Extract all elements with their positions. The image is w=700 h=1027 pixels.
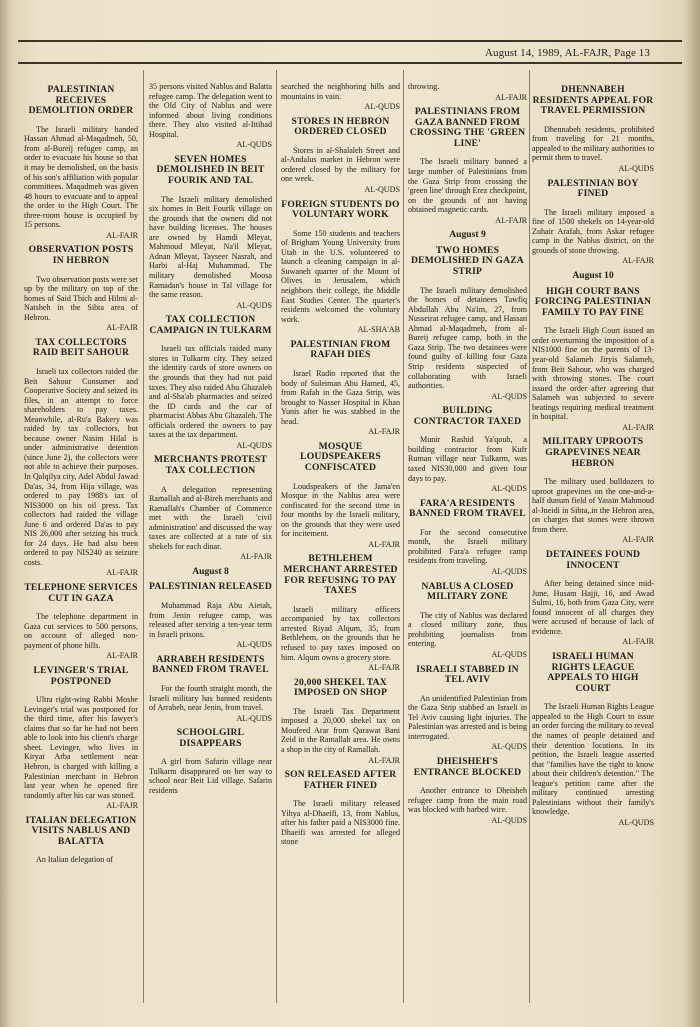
article-body: The city of Nablus was declared a closed military zone, thus prohibiting journalists from entering. — [408, 610, 527, 649]
page-edge-shadow-right — [684, 0, 700, 1027]
article-body: Dhennabeh residents, prohibited from traveling for 21 months, appealed to the military authorities to permit them to travel. — [532, 124, 654, 163]
article-body: searched the neighboring hills and mountains in vain. — [281, 82, 400, 101]
column-divider — [143, 70, 144, 1003]
news-article — [408, 582, 527, 660]
article-headline: PALESTINIAN FROM RAFAH DIES — [290, 338, 391, 361]
article-source: AL-FAJR — [106, 801, 138, 811]
article-source: AL-QUDS — [236, 640, 272, 650]
header-rule-bottom — [18, 62, 682, 64]
article-body: The Israeli military banned a large number of Palestinians from the Gaza Strip from crossing the 'green line' through Erez checkpoint, on the grounds of not having obtained magnetic cards. — [408, 157, 527, 215]
article-headline: PALESTINIAN RECEIVES DEMOLITION ORDER — [28, 84, 134, 117]
article-headline: SCHOOLGIRL DISAPPEARS — [176, 727, 245, 749]
article-headline: FOREIGN STUDENTS DO VOLUNTARY WORK — [281, 198, 400, 221]
article-body: A delegation representing Ramallah and al-Bireh merchants and Ramallah's Chamber of Commerce met with the Israeli 'civil administration' and discussed the way taxes are collected at a rate of six shekels for each dinar. — [149, 484, 272, 551]
news-article — [281, 442, 400, 550]
article-body: throwing. — [408, 82, 440, 91]
news-article — [281, 82, 400, 112]
news-article — [532, 179, 654, 266]
column-divider — [529, 70, 530, 1003]
date-heading: August 8 — [192, 565, 229, 577]
news-article — [149, 582, 272, 649]
article-source: AL-FAJR — [622, 422, 654, 432]
news-article — [281, 340, 400, 437]
article-body: Some 150 students and teachers of Brigham Young University from Utah in the U.S. volunteered to launch a cleaning campaign in al-Suwaneh quarter of the Mount of Olives in Jerusalem, which neighbors their college, the Middle East Studies Center. The quarter's residents welcomed the voluntary work. — [281, 228, 400, 324]
column-5 — [532, 82, 654, 832]
article-headline: OBSERVATION POSTS IN HEBRON — [28, 244, 134, 266]
article-source: AL-QUDS — [236, 440, 272, 450]
article-headline: LEVINGER'S TRIAL POSTPONED — [33, 664, 129, 687]
article-source: AL-QUDS — [618, 163, 654, 173]
article-headline: MERCHANTS PROTEST TAX COLLECTION — [154, 454, 267, 476]
date-heading: August 10 — [572, 269, 614, 281]
article-body: 35 persons visited Nablus and Balatta refugee camp. The delegation went to the Old City of Nablus and were informed about living conditions there. They also visited al-Ittihad Hospital. — [149, 82, 272, 139]
news-article — [24, 338, 138, 578]
news-article — [532, 287, 654, 433]
article-source: AL-FAJR — [368, 427, 400, 437]
article-body: Muhammad Raja Abu Aietah, from Jenin refugee camp, was released after serving a ten-year term in Israeli prisons. — [149, 601, 272, 639]
article-source: AL-QUDS — [236, 140, 272, 150]
column-3 — [281, 82, 400, 852]
article-source: AL-QUDS — [491, 649, 527, 659]
news-article — [408, 107, 527, 225]
article-headline: TAX COLLECTORS RAID BEIT SAHOUR — [32, 336, 130, 359]
column-divider — [403, 70, 404, 1003]
article-body: The Israeli military handed Hassan Ahmad al-Maqadmeh, 50, from al-Bureij refugee camp, an order to evacuate his house so that it may be demolished, on the basis of his son's affiliation with popular committees. Maqadmeh was given 48 hours to evacuate and to appeal the order to the High Court. The three-room house is occupied by 15 persons. — [24, 124, 138, 230]
news-article — [408, 499, 527, 577]
news-article — [532, 437, 654, 545]
article-headline: DETAINEES FOUND INNOCENT — [545, 548, 641, 571]
news-article — [24, 583, 138, 661]
article-headline: NABLUS A CLOSED MILITARY ZONE — [421, 580, 514, 603]
article-source: AL-FAJR — [106, 568, 138, 578]
article-body: The Israeli Human Rights League appealed to the High Court to issue an order forcing the military to reveal the names of people detained and their detention locations. In its petition, the Israeli league asserted that "families have the right to know about their children's detention." The league's petition came after the military continued arresting Palestinians without their family's knowledge. — [532, 702, 654, 817]
news-article — [532, 652, 654, 827]
article-body: The Israeli military demolished the homes of detainees Tawfiq Abdullah Abu Na'im, 27, from Nusseirat refugee camp, and Hassan Ahmad al-Maqadmeh, from al-Bureij refugee camp, both in the Gaza Strip. The two detainees were found guilty of killing four Gaza Strip residents suspected of collaborating with Israeli authorities. — [408, 285, 527, 391]
page-edge-shadow-left — [0, 0, 12, 1027]
article-headline: MILITARY UPROOTS GRAPEVINES NEAR HEBRON — [542, 436, 644, 469]
article-source: AL-FAJR — [368, 663, 400, 673]
header-rule-top — [18, 40, 682, 42]
article-body: An unidentified Palestinian from the Gaza Strip stabbed an Israeli in Tel Aviv causing light injuries. The Palestinian was arrested and is being interrogated. — [408, 693, 527, 741]
article-source: AL-FAJR — [106, 230, 138, 240]
date-heading: August 9 — [449, 229, 486, 241]
article-body: The Israeli Tax Department imposed a 20,000 shekel tax on Moufeed Arar from Qarawat Bani Zeid in the Ramallah area. He owns a shop in the city of Ramallah. — [281, 706, 400, 754]
article-body: Loudspeakers of the Jama'en Mosque in the Nablus area were confiscated for the second time in four months by the Israeli military, on the grounds that they were used for incitement. — [281, 481, 400, 539]
article-source: AL-FAJR — [495, 215, 527, 225]
article-body: The Israeli military demolished six homes in Beit Fourik village on the grounds that the owners did not have building licenses. The houses are owned by Hamdi Mleyat, Mahmoud Mleyat, Na'il Mleyat, Adnan Mleyat, Tayseer Nasrah, and Harbi al-Haj Muhammad. The military demolished Moosa Ramadan's house in Tal village for the same reason. — [149, 194, 272, 300]
article-source: AL-FAJR — [240, 552, 272, 562]
article-headline: TAX COLLECTION CAMPAIGN IN TULKARM — [149, 314, 272, 336]
article-body: An Italian delegation of — [36, 855, 114, 865]
article-source: AL-QUDS — [364, 185, 400, 195]
article-body: The telephone department in Gaza cut services to 500 persons, on account of alleged non-payment of phone bills. — [24, 612, 138, 650]
article-body: For the fourth straight month, the Israeli military has banned residents of Arrabeh, near Jenin, from travel. — [149, 684, 272, 713]
article-body: The Israeli military released Yihya al-Dhaeifi, 13, from Nablus, after his father paid a NIS3000 fine. Dhaeifi was arrested for alleged stone — [281, 799, 400, 847]
article-source: AL-QUDS — [491, 567, 527, 577]
article-source: AL-FAJR — [622, 637, 654, 647]
article-source: AL-FAJR — [368, 539, 400, 549]
article-source: AL-FAJR — [622, 535, 654, 545]
article-body: The Israeli High Court issued an order overturning the imposition of a NIS1000 fine on the parents of 13-year-old Salameh Jiryis Salameh, from Beit Sahour, who was charged with throwing stones. The court issued the order after agreeing that Salameh was subjected to severe beatings requiring medical treatment in hospital. — [532, 326, 654, 422]
article-body: Israeli tax collectors raided the Beit Sahour Consumer and Cooperative Society and seized its files, in an attempt to force shareholders to pay taxes. Meanwhile, al-Ru'a Bakery was raided by tax collectors, but because owner Nasim Hilal is under administrative detention (since June 2), the collectors were not able to achieve their purposes. In Qalqilya city, Adel Abdul Jawad Da'as, 34, from Hija village, was ordered to pay 1988's tax of NIS3000 on his oil press. Tax collectors had raided the village June 6 and ordered Da'as to pay NIS 26,000 after seizing his truck for 24 days. He had also been ordered to pay NIS240 as seizure costs. — [24, 367, 138, 567]
article-source: AL-FAJR — [106, 323, 138, 333]
news-article — [408, 665, 527, 752]
news-article — [408, 757, 527, 825]
article-source: AL-QUDS — [491, 742, 527, 752]
article-headline: BETHLEHEM MERCHANT ARRESTED FOR REFUSING TO PAY TAXES — [283, 553, 398, 597]
article-headline: SEVEN HOMES DEMOLISHED IN BEIT FOURIK AND TAL — [156, 153, 265, 187]
article-body: A girl from Safarin village near Tulkarm disappeared on her way to school near Beit Lid village. Safarin residents — [149, 757, 272, 796]
article-source: AL-QUDS — [618, 817, 654, 827]
article-headline: ISRAELI STABBED IN TEL AVIV — [416, 663, 519, 686]
news-article — [281, 770, 400, 847]
article-body: Ultra right-wing Rabbi Moshe Levinger's trial was postponed for the third time, after his lawyer's claims that so far he had not been able to look into his client's charge sheet. Levinger, who lives in Kiryat Arba settlement near Hebron, is charged with killing a Palestinian merchant in Hebron last year when he opened fire randomly after his car was stoned. — [24, 695, 138, 800]
column-1 — [24, 82, 138, 870]
article-source: AL-QUDS — [236, 300, 272, 310]
article-body: Israeli tax officials raided many stores in Tulkarm city. They seized the identity cards of store owners on the grounds that they had not paid taxes. They also raided Abu Ghazaleh and al-Sha'ab pharmacies and seized the ID cards and the car of pharmacist Abbas Abu Ghazaleh. The officials ordered the owners to pay taxes at the tax department. — [149, 344, 272, 440]
article-body: For the second consecutive month, the Israeli military prohibited Fara'a refugee camp residents from traveling. — [408, 527, 527, 566]
article-headline: BUILDING CONTRACTOR TAXED — [413, 405, 522, 427]
article-headline: HIGH COURT BANS FORCING PALESTINIAN FAMILY TO PAY FINE — [534, 285, 652, 318]
article-headline: ISRAELI HUMAN RIGHTS LEAGUE APPEALS TO HIGH COURT — [547, 650, 639, 694]
article-headline: STORES IN HEBRON ORDERED CLOSED — [291, 115, 390, 138]
column-divider — [276, 70, 277, 1003]
column-4 — [408, 82, 527, 830]
column-2 — [149, 82, 272, 801]
article-source: AL-QUDS — [491, 391, 527, 401]
news-article — [149, 728, 272, 795]
article-headline: MOSQUE LOUDSPEAKERS CONFISCATED — [300, 440, 381, 473]
news-article — [149, 455, 272, 562]
article-source: AL-FAJR — [622, 256, 654, 266]
article-headline: PALESTINIAN BOY FINED — [547, 177, 639, 200]
article-source: AL-SHA'AB — [357, 325, 400, 335]
news-article — [281, 554, 400, 672]
article-headline: SON RELEASED AFTER FATHER FINED — [284, 769, 397, 791]
article-source: AL-FAJR — [368, 755, 400, 765]
news-article — [149, 82, 272, 150]
article-body: Israeli military officers accompanied by tax collectors arrested Riyad Alqum, 35, from Bethlehem, on the grounds that he refused to pay taxes imposed on him. Alqum owns a grocery store. — [281, 604, 400, 662]
news-article — [281, 117, 400, 195]
news-article — [408, 246, 527, 401]
article-headline: DHEISHEH'S ENTRANCE BLOCKED — [413, 755, 522, 778]
article-headline: ARRABEH RESIDENTS BANNED FROM TRAVEL — [152, 653, 269, 676]
page-header: August 14, 1989, AL-FAJR, Page 13 — [484, 47, 650, 59]
news-article — [408, 82, 527, 102]
article-source: AL-QUDS — [364, 102, 400, 112]
article-source: AL-QUDS — [491, 815, 527, 825]
article-source: AL-QUDS — [236, 713, 272, 723]
news-article — [408, 406, 527, 493]
news-article — [281, 200, 400, 335]
article-headline: FARA'A RESIDENTS BANNED FROM TRAVEL — [409, 497, 526, 520]
article-headline: TELEPHONE SERVICES CUT IN GAZA — [24, 582, 138, 604]
article-body: The Israeli military imposed a fine of 1500 shekels on 14-year-old Zuhair Arafah, from Askar refugee camp in the Nablus district, on the grounds of stone throwing. — [532, 207, 654, 255]
article-headline: PALESTINIANS FROM GAZA BANNED FROM CROSSING THE 'GREEN LINE' — [409, 106, 526, 149]
article-headline: ITALIAN DELEGATION VISITS NABLUS AND BALATTA — [25, 814, 137, 847]
news-article — [149, 655, 272, 723]
article-source: AL-FAJR — [106, 651, 138, 661]
news-article — [532, 550, 654, 647]
news-article — [24, 816, 138, 865]
news-article — [149, 315, 272, 450]
article-headline: DHENNABEH RESIDENTS APPEAL FOR TRAVEL PERMISSION — [532, 84, 654, 117]
article-headline: PALESTINIAN RELEASED — [149, 581, 272, 593]
article-body: The military used bulldozers to uproot grapevines on the one-and-a-half dunum field of Yassin Mahmoud al-Jneidi in Sibta,.in the Hebron area, on charges that stones were thrown from there. — [532, 477, 654, 534]
news-article — [24, 245, 138, 332]
news-article — [532, 85, 654, 174]
news-article — [24, 85, 138, 240]
news-article — [281, 678, 400, 765]
article-headline: TWO HOMES DEMOLISHED IN GAZA STRIP — [411, 244, 524, 278]
news-article — [24, 666, 138, 811]
article-body: Two observation posts were set up by the military on top of the homes of Said Tbich and Hilmi al-Natsheh in the Sibta area of Hebron. — [24, 274, 138, 322]
article-body: Munir Rashid Ya'qoub, a building contractor from Kufr Ruman village near Tulkarm, was taxed NIS30,000 and given four days to pay. — [408, 435, 527, 483]
article-body: Israel Radio reported that the body of Suleiman Abu Hamed, 45, from Rafah in the Gaza Strip, was brought to Nasser Hospital in Khan Yunis after he was stabbed in the head. — [281, 368, 400, 426]
article-body: After being detained since mid-June, Husam Hajji, 16, and Awad Sulmi, 16, both from Gaza City, were found innocent of all charges they were accused of because of lack of evidence. — [532, 579, 654, 636]
article-source: AL-QUDS — [491, 484, 527, 494]
article-body: Another entrance to Dheisheh refugee camp from the main road was blocked with barbed wire. — [408, 786, 527, 815]
article-source: AL-FAJR — [495, 92, 527, 102]
news-article — [149, 155, 272, 310]
article-body: Stores in al-Shalaleh Street and al-Andalus market in Hebron were ordered closed by the military for one week. — [281, 145, 400, 184]
article-headline: 20,000 SHEKEL TAX IMPOSED ON SHOP — [293, 676, 388, 699]
